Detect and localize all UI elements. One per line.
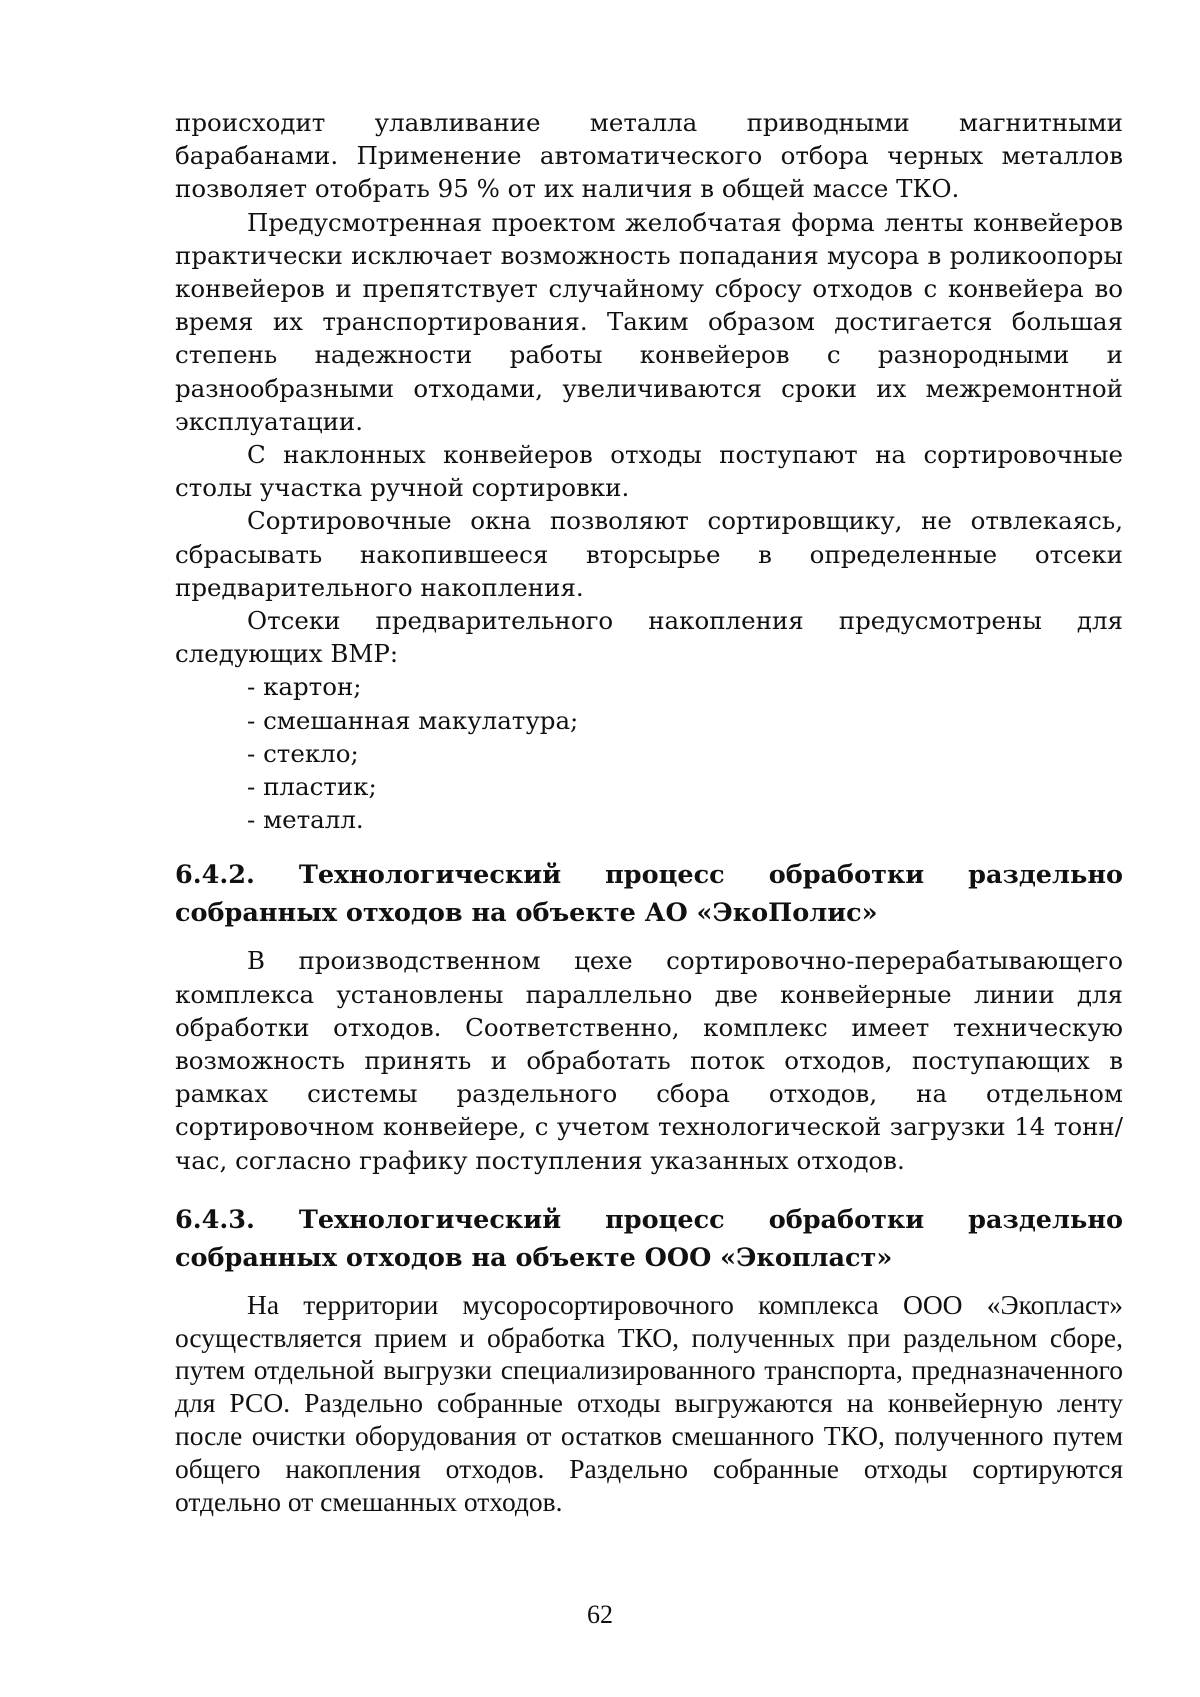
materials-list [175,670,1123,836]
section-heading-642: 6.4.2. Технологический процесс обработки раздельно собранных отходов на объекте АО «ЭкоПолис» [175,860,1123,929]
document-page [175,106,1123,1518]
paragraph-sorting-windows: Сортировочные окна позволяют сортировщику, не отвлекаясь, сбрасывать накопившееся вторсырье в определенные отсеки предварительного накопления. [175,506,1123,602]
page-number: 62 [587,1600,613,1629]
list-item: - стекло; [247,738,359,768]
list-item: - металл. [247,805,364,835]
section-heading-643: 6.4.3. Технологический процесс обработки раздельно собранных отходов на объекте ООО «Экопласт» [175,1204,1123,1273]
paragraph-storage-compartments: Отсеки предварительного накопления предусмотрены для следующих ВМР: [175,606,1123,669]
paragraph-ecoplast: На территории мусоросортировочного комплекса ООО «Экопласт» осуществляется прием и обработка ТКО, полученных при раздельном сборе, путем отдельной выгрузки специализированного транспорта, предназначенного для РСО. Раздельно собранные отходы выгружаются на конвейерную ленту после очистки оборудования от остатков смешанного ТКО, полученного путем общего накопления отходов. Раздельно собранные отходы сортируются отдельно от смешанных отходов. [175,1288,1123,1517]
list-item: - картон; [247,672,362,702]
paragraph-inclined-conveyors: С наклонных конвейеров отходы поступают на сортировочные столы участка ручной сортировки. [175,440,1123,503]
paragraph-conveyor-belt: Предусмотренная проектом желобчатая форма ленты конвейеров практически исключает возможность попадания мусора в роликоопоры конвейеров и препятствует случайному сбросу отходов с конвейера во время их транспортирования. Таким образом достигается большая степень надежности работы конвейеров с разнородными и разнообразными отходами, увеличиваются сроки их межремонтной эксплуатации. [175,207,1123,436]
paragraph-continuation: происходит улавливание металла приводными магнитными барабанами. Применение автоматического отбора черных металлов позволяет отобрать 95 % от их наличия в общей массе ТКО. [175,108,1123,204]
list-item: - смешанная макулатура; [247,705,579,735]
paragraph-ecopolis: В производственном цехе сортировочно-перерабатывающего комплекса установлены параллельно две конвейерные линии для обработки отходов. Соответственно, комплекс имеет техническую возможность принять и обработать поток отходов, поступающих в рамках системы раздельного сбора отходов, на отдельном сортировочном конвейере, с учетом технологической загрузки 14 тонн/час, согласно графику поступления указанных отходов. [175,946,1123,1175]
list-item: - пластик; [247,772,377,802]
